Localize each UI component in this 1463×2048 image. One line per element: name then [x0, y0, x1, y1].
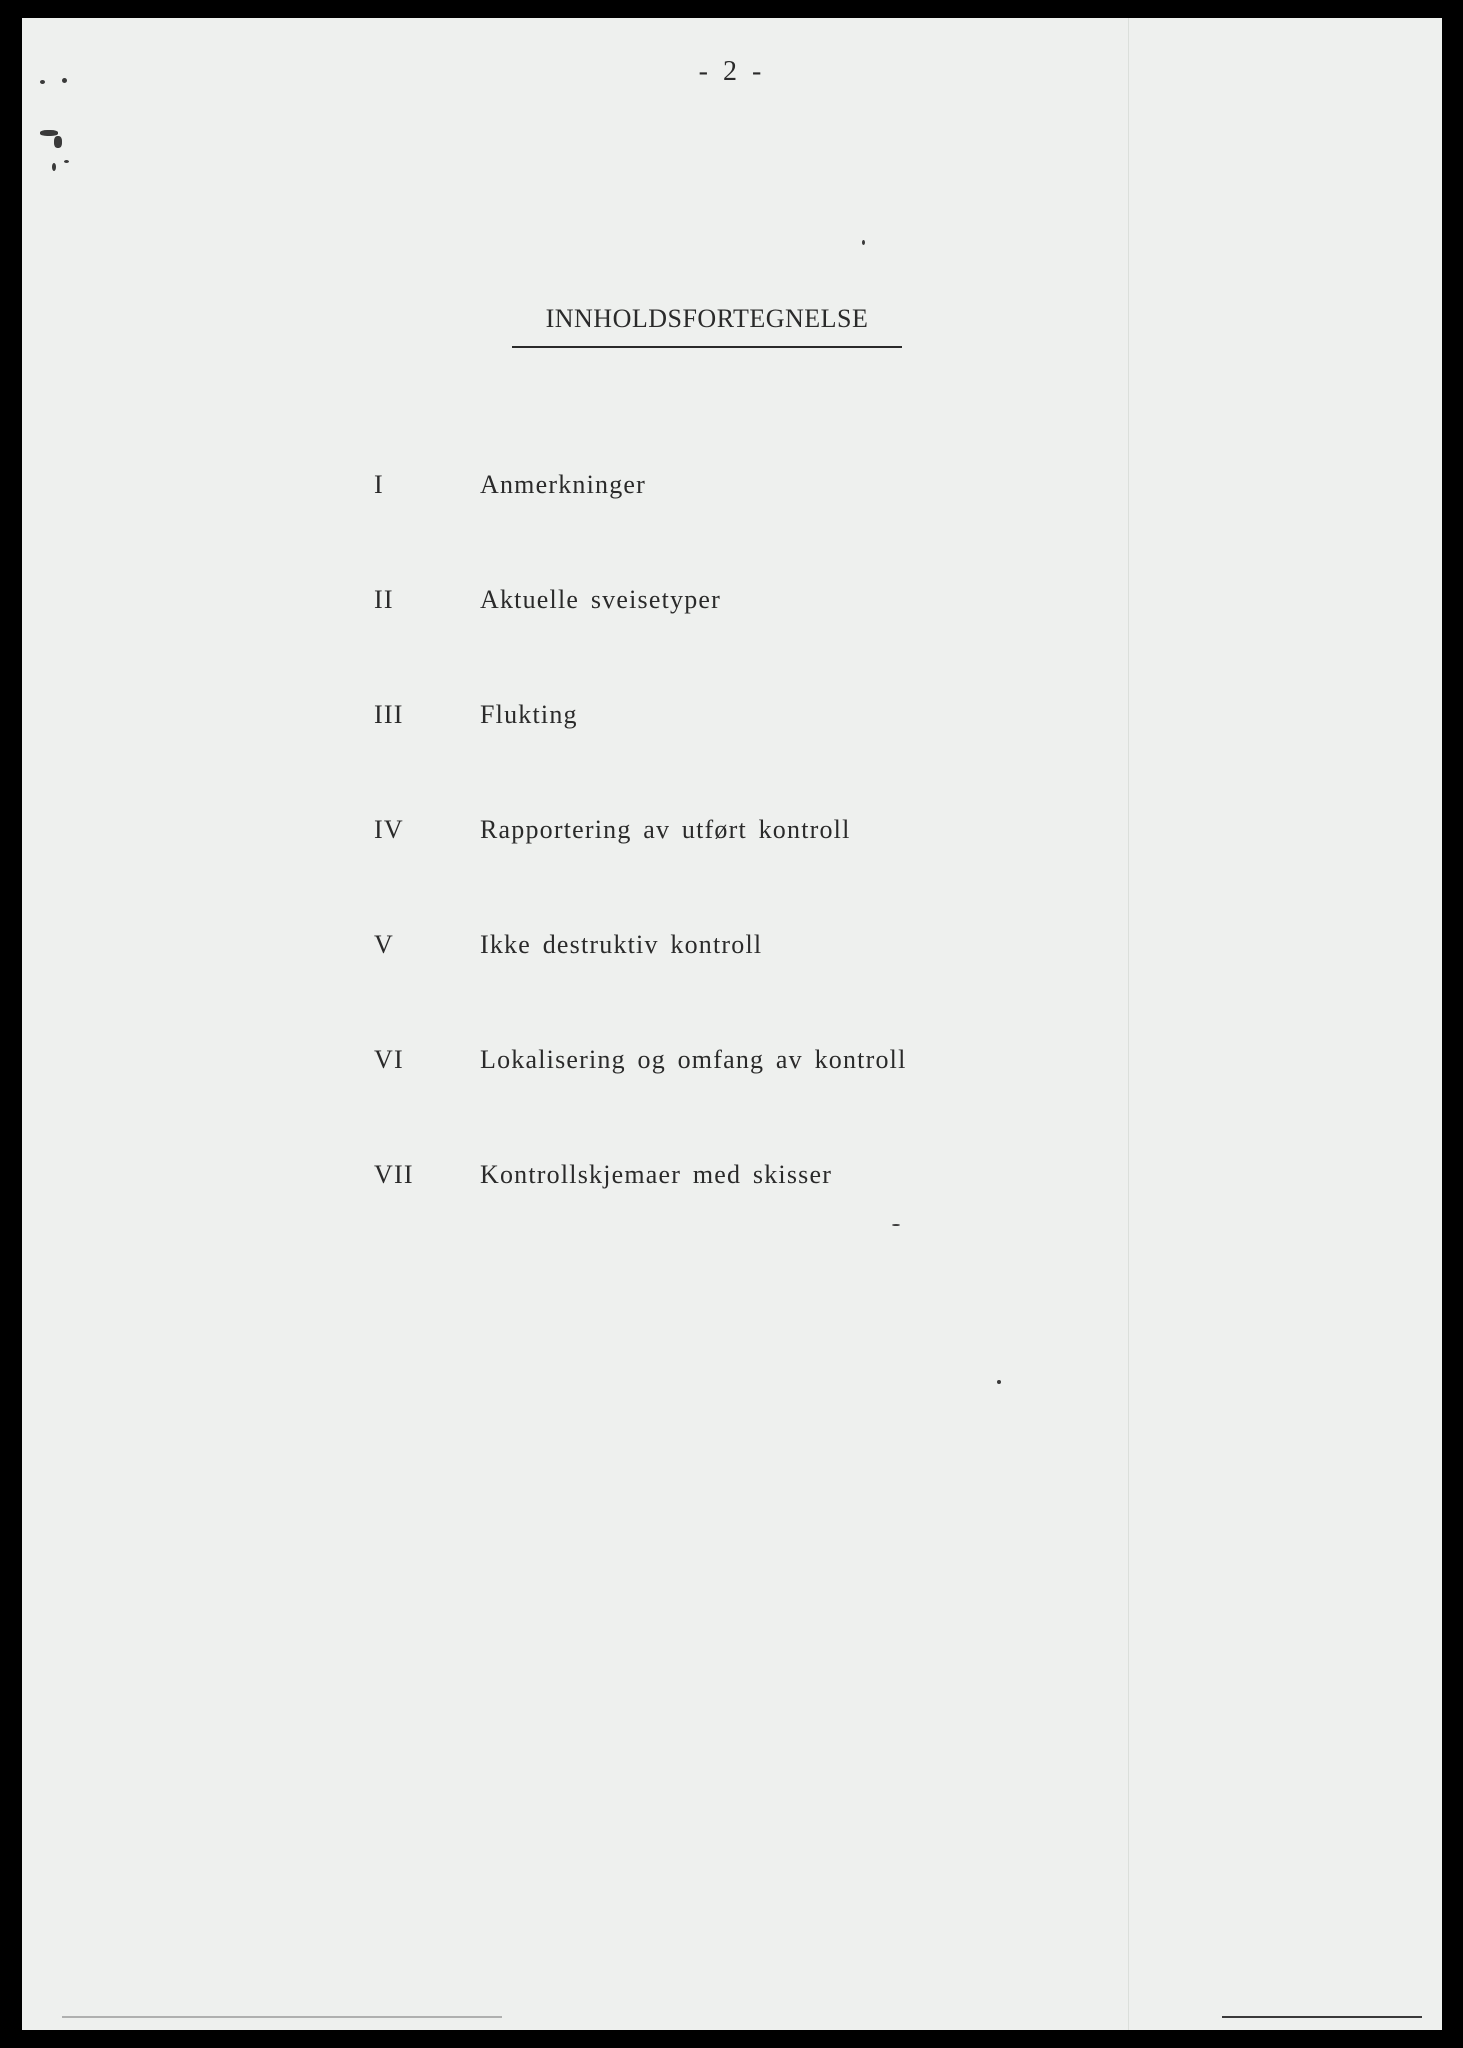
scan-speck: [40, 130, 58, 136]
toc-numeral: II: [374, 585, 394, 614]
toc-label: Anmerkninger: [480, 470, 647, 499]
toc-label: Rapportering av utført kontroll: [480, 815, 851, 844]
toc-numeral: IV: [374, 815, 404, 844]
toc-numeral: V: [374, 930, 394, 959]
scan-speck: [54, 136, 62, 148]
scan-speck: [52, 163, 56, 171]
toc-numeral: I: [374, 470, 384, 499]
document-title: INNHOLDSFORTEGNELSE: [512, 304, 902, 348]
toc-label: Lokalisering og omfang av kontroll: [480, 1045, 907, 1074]
toc-label: Kontrollskjemaer med skisser: [480, 1160, 833, 1189]
toc-numeral: III: [374, 700, 404, 729]
toc-label: Ikke destruktiv kontroll: [480, 930, 763, 959]
scan-speck: [862, 240, 865, 245]
toc-label: Flukting: [480, 700, 578, 729]
toc-numeral: VII: [374, 1160, 414, 1189]
page-number: - 2 -: [698, 56, 766, 87]
document-page: [22, 18, 1442, 2030]
scan-edge-line: [62, 2016, 502, 2018]
scan-edge-line: [1222, 2016, 1422, 2018]
toc-label: Aktuelle sveisetyper: [480, 585, 721, 614]
scan-speck: [64, 160, 69, 163]
scan-speck: [997, 1380, 1001, 1384]
scan-speck: [892, 1224, 900, 1226]
toc-numeral: VI: [374, 1045, 404, 1074]
paper-fold-line: [1128, 18, 1129, 2030]
